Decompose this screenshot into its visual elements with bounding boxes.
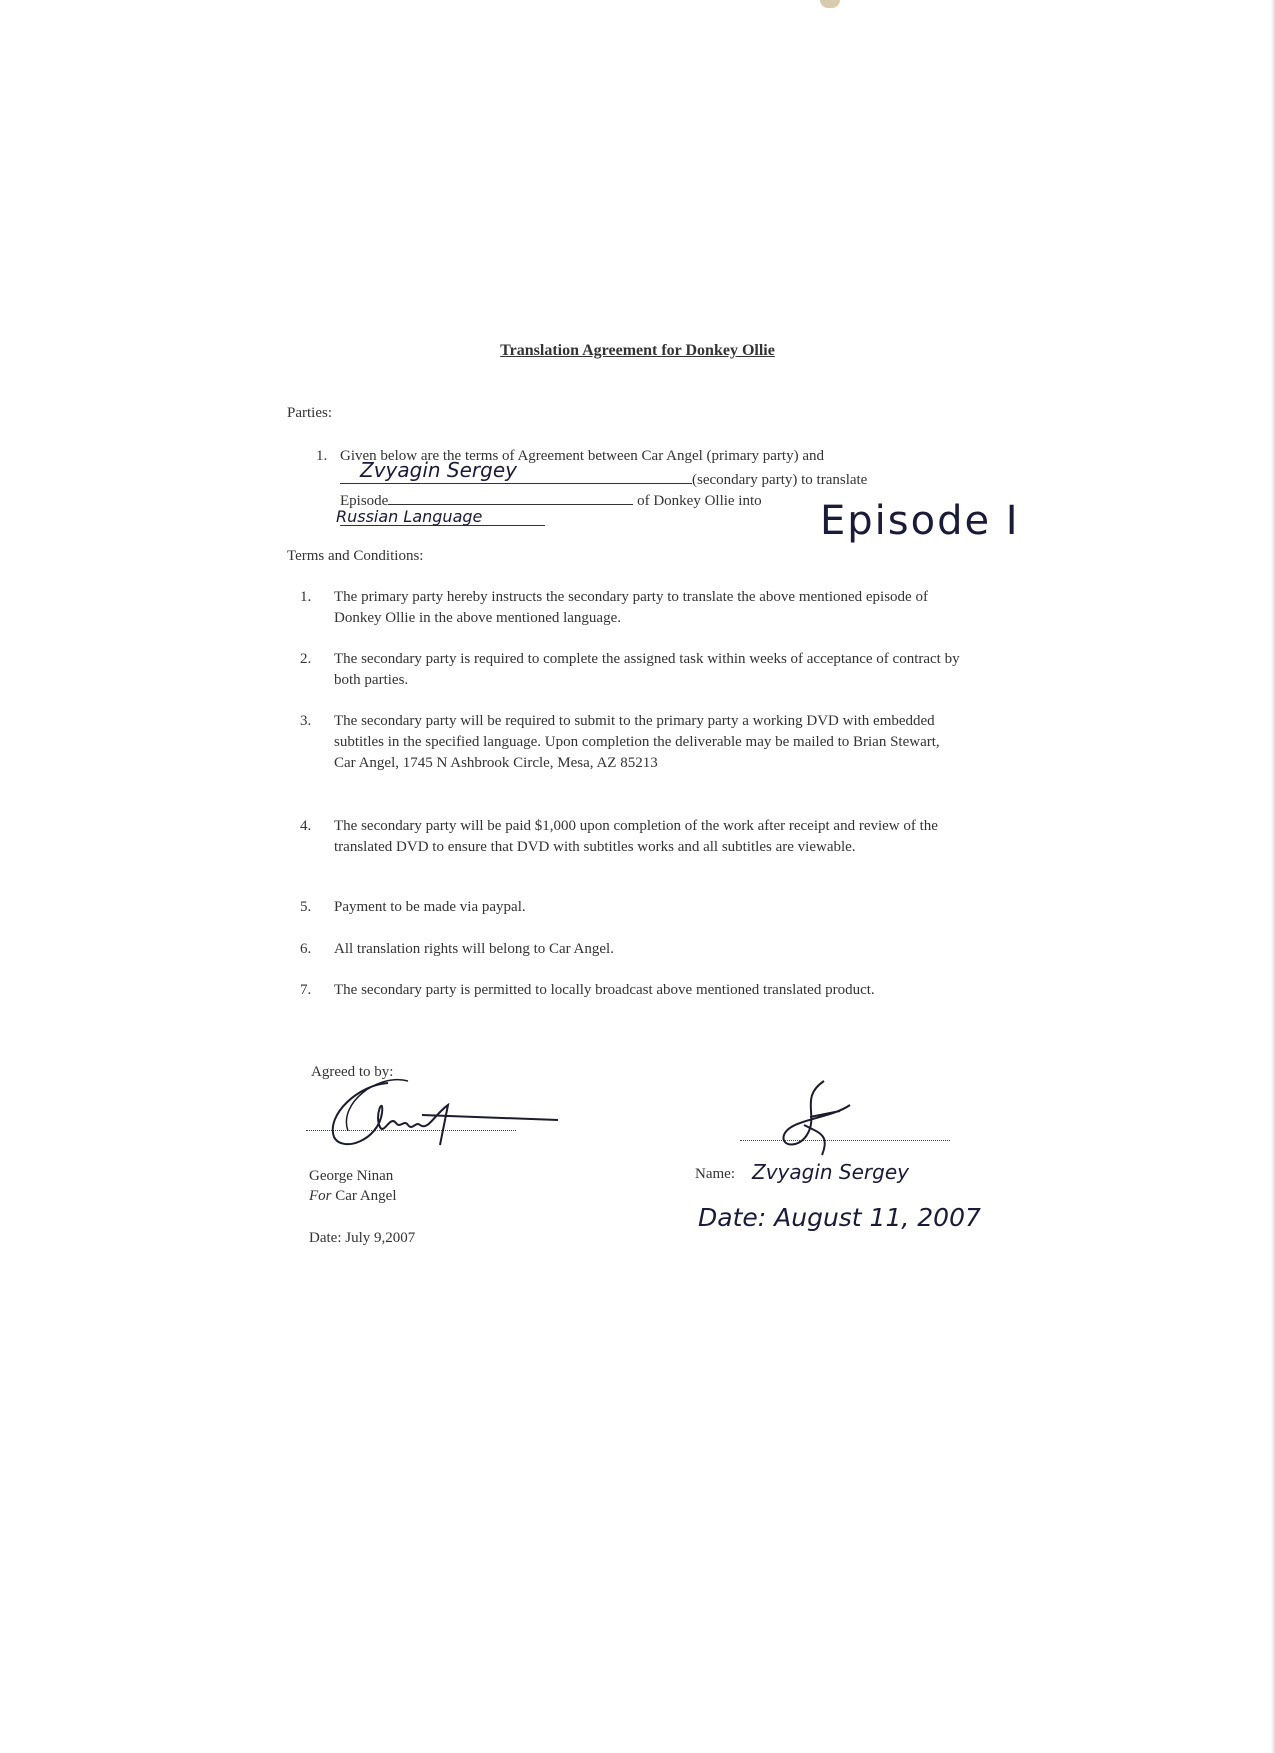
agreed-label: Agreed to by: bbox=[311, 1064, 394, 1080]
right-name-label: Name: bbox=[695, 1166, 735, 1182]
right-signature bbox=[760, 1075, 880, 1165]
terms-label: Terms and Conditions: bbox=[287, 548, 424, 564]
parties-label: Parties: bbox=[287, 405, 332, 421]
term-text: The secondary party is permitted to locally broadcast above mentioned translated product. bbox=[334, 982, 875, 998]
right-handwritten-name: Zvyagin Sergey bbox=[752, 1160, 909, 1184]
term-number: 5. bbox=[300, 899, 312, 915]
term-number: 6. bbox=[300, 941, 312, 957]
term-text: The secondary party will be required to submit to the primary party a working DVD with embedded subtitles in the specified language. Upon completion the deliverable may be mailed to Brian Stewart, Car Angel, 1745 N Ashbrook Circle, Mesa, AZ 85213 bbox=[334, 713, 940, 771]
term-number: 2. bbox=[300, 651, 312, 667]
term-number: 3. bbox=[300, 713, 312, 729]
right-handwritten-date: Date: August 11, 2007 bbox=[698, 1203, 981, 1232]
document-title: Translation Agreement for Donkey Ollie bbox=[500, 342, 775, 359]
term-text: The secondary party is required to complete the assigned task within weeks of acceptance of contract by both parties. bbox=[334, 651, 960, 688]
term-number: 4. bbox=[300, 818, 312, 834]
left-signature-date: Date: July 9,2007 bbox=[309, 1230, 416, 1246]
handwritten-episode: Episode I bbox=[820, 498, 1020, 544]
scan-edge bbox=[1271, 0, 1275, 1753]
term-number: 7. bbox=[300, 982, 312, 998]
term-text: The secondary party will be paid $1,000 upon completion of the work after receipt and review of the translated DVD to ensure that DVD with subtitles works and all subtitles are viewable. bbox=[334, 818, 938, 855]
left-signer-name: George Ninan bbox=[309, 1168, 394, 1184]
episode-blank bbox=[388, 488, 633, 505]
episode-suffix: of Donkey Ollie into bbox=[637, 493, 762, 509]
left-signature bbox=[318, 1075, 638, 1155]
term-number: 1. bbox=[300, 589, 312, 605]
left-org-name: Car Angel bbox=[335, 1188, 397, 1204]
for-prefix: For bbox=[309, 1188, 332, 1204]
handwritten-language: Russian Language bbox=[336, 507, 483, 526]
secondary-party-suffix: (secondary party) to translate bbox=[692, 472, 868, 488]
scan-tape-mark bbox=[820, 0, 840, 8]
parties-number: 1. bbox=[316, 448, 328, 464]
term-text: Payment to be made via paypal. bbox=[334, 899, 526, 915]
handwritten-secondary-name: Zvyagin Sergey bbox=[360, 458, 517, 482]
term-text: The primary party hereby instructs the secondary party to translate the above mentioned episode of Donkey Ollie in the above mentioned language. bbox=[334, 589, 928, 626]
parties-line-1: Given below are the terms of Agreement between Car Angel (primary party) and bbox=[340, 448, 824, 464]
left-signer-org bbox=[309, 1188, 397, 1205]
term-text: All translation rights will belong to Car Angel. bbox=[334, 941, 614, 957]
episode-label: Episode bbox=[340, 493, 389, 509]
